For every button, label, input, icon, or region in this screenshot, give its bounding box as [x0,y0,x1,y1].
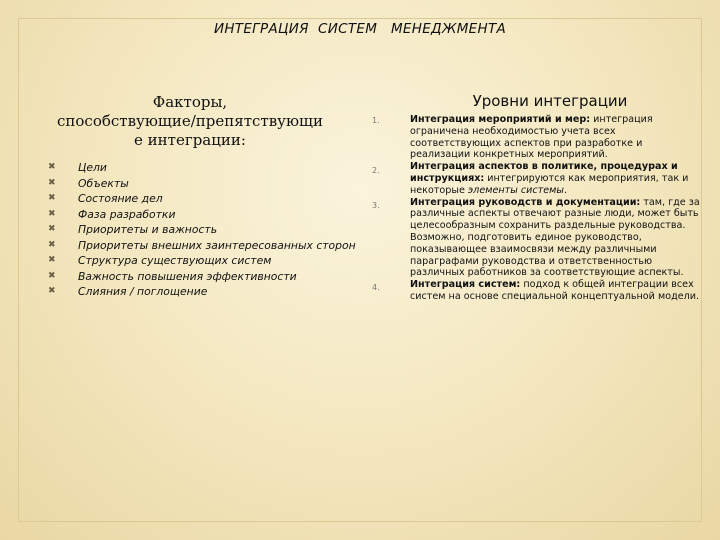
factors-heading-line: е интеграции: [134,131,246,149]
factors-list [48,160,356,300]
factor-label: Приоритеты и важность [78,223,218,236]
level-text: интегрируются как мероприятия, так и некоторые [410,172,689,196]
factor-label: Фаза разработки [78,207,176,221]
level-title: Интеграция руководств и документации: [410,196,641,208]
factor-label: Слияния / поглощение [78,285,208,298]
list-item [48,191,356,207]
factor-label: Важность повышения эффективности [78,269,297,283]
level-title: Интеграция аспектов в политике, процедурах и инструкциях: [410,161,678,184]
list-item [48,207,356,223]
factor-label: Состояние дел [78,192,163,205]
x-mark-bullet-icon: ✖ [48,270,56,281]
slide-title: ИНТЕГРАЦИЯ СИСТЕМ МЕНЕДЖМЕНТА [213,21,507,37]
level-number: 4. [372,283,380,293]
list-item [48,253,356,269]
level-item [370,114,705,161]
x-mark-bullet-icon: ✖ [48,193,56,203]
factor-label: Структура существующих систем [78,254,272,267]
x-mark-bullet-icon: ✖ [48,162,56,172]
x-mark-bullet-icon: ✖ [48,255,56,265]
level-number: 3. [372,200,380,210]
factor-label: Приоритеты внешних заинтересованных сторон [78,238,356,252]
factors-heading-line: способствующие/препятствующи [56,112,323,130]
list-item [48,176,356,192]
x-mark-bullet-icon: ✖ [48,177,56,188]
list-item [48,238,356,254]
level-text: там, где за различные аспекты отвечают разные люди, может быть целесообразным сохранить раздельные руководства. Возможно, подготовить единое руководство, показывающее взаимосвязи между различными параграфами руководства и ответственностью различных работников за соответствующие аспекты. [410,196,700,279]
level-number: 1. [372,116,380,125]
list-item [48,284,356,300]
factors-heading-line: Факторы, [152,93,228,111]
level-text: интеграция ограничена необходимостью учета всех соответствующих аспектов при разработке и реализации конкретных мероприятий. [410,114,653,161]
level-text: подход к общей интеграции всех систем на основе специальной концептуальной модели. [410,279,700,302]
level-text-end: . [563,184,567,196]
level-item [370,197,705,280]
x-mark-bullet-icon: ✖ [48,208,56,219]
level-text-italic: элементы системы [467,184,564,196]
factor-label: Объекты [78,176,129,190]
level-number: 2. [372,166,380,176]
x-mark-bullet-icon: ✖ [48,239,56,250]
x-mark-bullet-icon: ✖ [48,224,56,234]
level-item [370,279,705,303]
list-item [48,269,356,285]
levels-heading: Уровни интеграции [472,92,628,110]
level-title: Интеграция систем: [410,279,521,291]
levels-list [370,114,705,303]
list-item [48,222,356,238]
list-item [48,160,356,176]
x-mark-bullet-icon: ✖ [48,286,56,296]
level-title: Интеграция мероприятий и мер: [410,114,591,125]
level-item [370,161,705,196]
factors-heading [40,93,340,150]
factor-label: Цели [78,161,107,174]
